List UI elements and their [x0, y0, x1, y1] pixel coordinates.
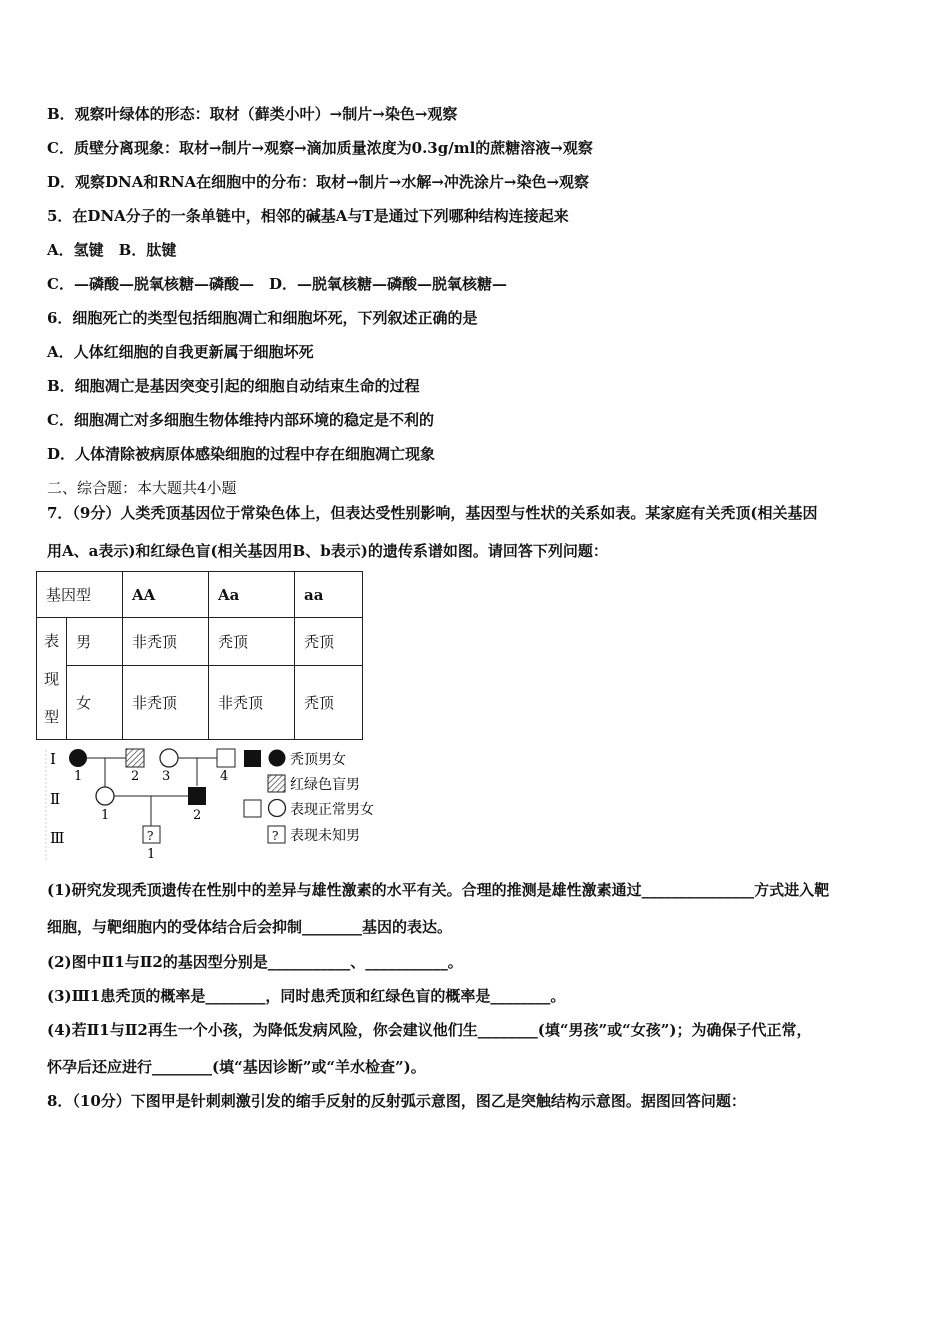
table-cell: 秃顶 — [295, 666, 363, 740]
q4-option-d: D．观察DNA和RNA在细胞中的分布：取材→制片→水解→冲洗涂片→染色→观察 — [47, 173, 590, 191]
q6-option-a: A．人体红细胞的自我更新属于细胞坏死 — [47, 343, 314, 361]
q5-options-cd: C．—磷酸—脱氧核糖—磷酸— D．—脱氧核糖—磷酸—脱氧核糖— — [47, 275, 507, 293]
phenotype-label-char: 表 — [44, 631, 60, 650]
individual-number: 2 — [193, 808, 202, 823]
q4-option-b: B．观察叶绿体的形态：取材（藓类小叶）→制片→染色→观察 — [47, 105, 458, 123]
table-cell: 秃顶 — [209, 618, 295, 666]
normal-female-icon — [96, 787, 114, 805]
legend-label: 表现未知男 — [290, 828, 360, 844]
generation-label: Ⅱ — [50, 790, 61, 808]
individual-number: 1 — [101, 808, 110, 823]
generation-label: Ⅲ — [50, 829, 65, 847]
sex-cell: 男 — [67, 618, 123, 666]
pedigree-chart — [40, 740, 400, 865]
individual-number: 4 — [220, 769, 229, 784]
individual-number: 1 — [74, 769, 83, 784]
individual-number: 1 — [147, 847, 156, 862]
sex-cell: 女 — [67, 666, 123, 740]
individual-number: 3 — [162, 769, 171, 784]
legend-label: 红绿色盲男 — [290, 777, 360, 793]
normal-male-icon — [217, 749, 235, 767]
legend-label: 表现正常男女 — [290, 802, 374, 818]
q5-options-ab: A．氢键 B．肽键 — [47, 241, 177, 259]
table-header-cell: Aa — [209, 572, 295, 618]
q7-part3: (3)Ⅲ1患秃顶的概率是________，同时患秃顶和红绿色盲的概率是________。 — [47, 987, 566, 1005]
legend-normal-female-icon — [269, 800, 286, 817]
table-header-cell: AA — [123, 572, 209, 618]
q7-part2: (2)图中Ⅱ1与Ⅱ2的基因型分别是___________、___________。 — [47, 953, 463, 971]
colorblind-male-icon — [126, 749, 144, 767]
q7-stem-line2: 用A、a表示)和红绿色盲(相关基因用B、b表示)的遗传系谱如图。请回答下列问题： — [47, 542, 608, 560]
table-cell: 非秃顶 — [123, 618, 209, 666]
table-cell: 秃顶 — [295, 618, 363, 666]
q6-stem: 6．细胞死亡的类型包括细胞凋亡和细胞坏死，下列叙述正确的是 — [47, 309, 478, 327]
generation-label: Ⅰ — [50, 750, 56, 768]
table-header-cell: aa — [295, 572, 363, 618]
q7-part1-line1: (1)研究发现秃顶遗传在性别中的差异与雄性激素的水平有关。合理的推测是雄性激素通过_______________方式进入靶 — [47, 881, 830, 899]
q7-part4-line1: (4)若Ⅱ1与Ⅱ2再生一个小孩，为降低发病风险，你会建议他们生________(填“男孩”或“女孩”)；为确保子代正常， — [47, 1021, 812, 1039]
legend-bald-female-icon — [269, 750, 286, 767]
normal-female-icon — [160, 749, 178, 767]
legend-label: 秃顶男女 — [290, 752, 346, 768]
table-cell: 非秃顶 — [123, 666, 209, 740]
q6-option-c: C．细胞凋亡对多细胞生物体维持内部环境的稳定是不利的 — [47, 411, 434, 429]
legend-colorblind-male-icon — [268, 775, 285, 792]
legend-bald-male-icon — [244, 750, 261, 767]
q6-option-d: D．人体清除被病原体感染细胞的过程中存在细胞凋亡现象 — [47, 445, 436, 463]
q7-stem-line1: 7．（9分）人类秃顶基因位于常染色体上，但表达受性别影响，基因型与性状的关系如表。某家庭有关秃顶(相关基因 — [47, 504, 818, 522]
table-cell: 非秃顶 — [209, 666, 295, 740]
legend-unknown-mark: ? — [272, 829, 279, 843]
table-header-cell: 基因型 — [37, 572, 123, 618]
q8-stem: 8．（10分）下图甲是针刺刺激引发的缩手反射的反射弧示意图，图乙是突触结构示意图。据图回答问题： — [47, 1092, 746, 1110]
phenotype-label-cell — [37, 618, 67, 740]
genotype-table — [36, 571, 363, 740]
q5-stem: 5．在DNA分子的一条单链中，相邻的碱基A与T是通过下列哪种结构连接起来 — [47, 207, 569, 225]
legend-normal-male-icon — [244, 800, 261, 817]
section-heading: 二、综合题：本大题共4小题 — [47, 479, 237, 497]
individual-number: 2 — [131, 769, 140, 784]
bald-male-icon — [188, 787, 206, 805]
q7-part4-line2: 怀孕后还应进行________(填“基因诊断”或“羊水检查”)。 — [47, 1058, 426, 1076]
q4-option-c: C．质壁分离现象：取材→制片→观察→滴加质量浓度为0.3g/ml的蔗糖溶液→观察 — [47, 139, 593, 157]
phenotype-label-char: 型 — [44, 707, 60, 726]
q7-part1-line2: 细胞，与靶细胞内的受体结合后会抑制________基因的表达。 — [47, 918, 453, 936]
bald-female-icon — [69, 749, 87, 767]
unknown-mark: ? — [147, 829, 154, 843]
phenotype-label-char: 现 — [44, 669, 60, 688]
q6-option-b: B．细胞凋亡是基因突变引起的细胞自动结束生命的过程 — [47, 377, 420, 395]
